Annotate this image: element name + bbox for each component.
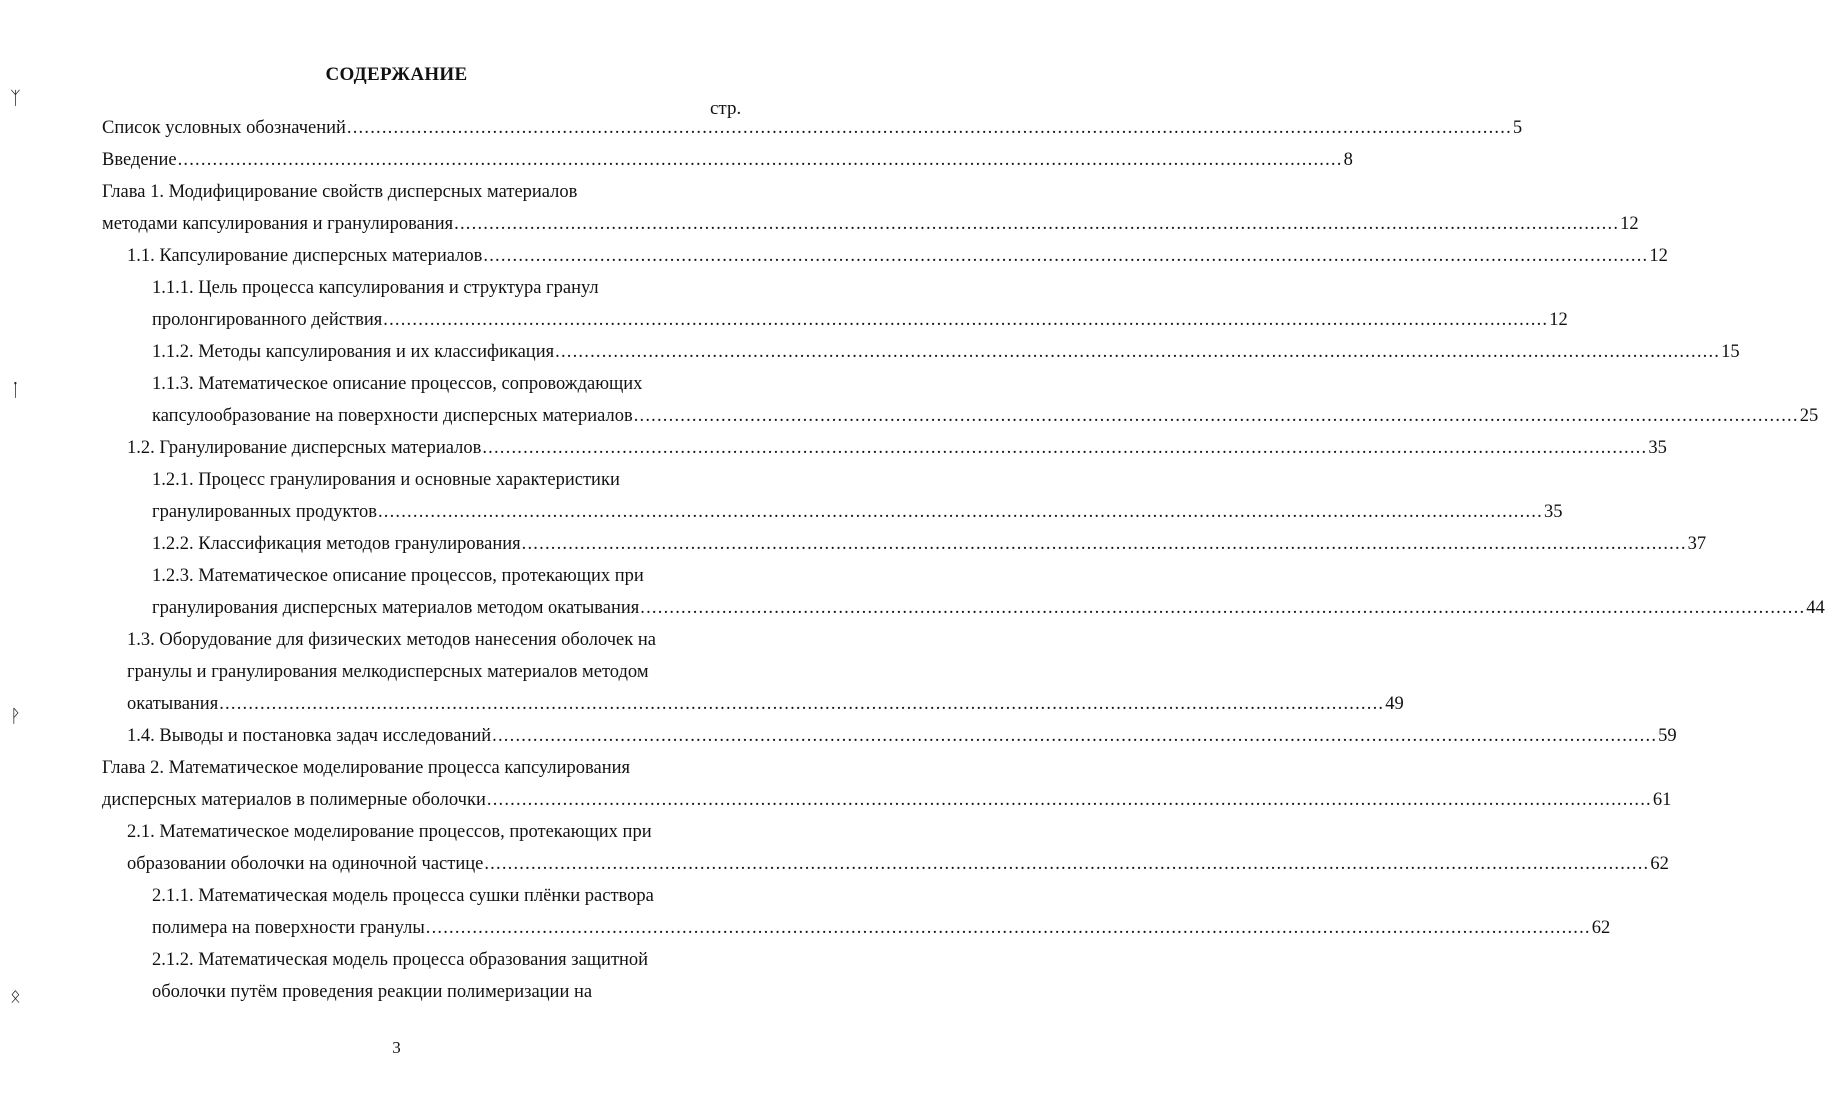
toc-dot-leader: ........................................................................................................................................................................................................ bbox=[521, 534, 1687, 554]
toc-entry-page: 25 bbox=[1799, 406, 1819, 426]
toc-entry bbox=[152, 340, 1740, 364]
toc-entry-text: 2.1.2. Математическая модель процесса образования защитной bbox=[152, 950, 649, 970]
toc-dot-leader: ........................................................................................................................................................................................................ bbox=[454, 214, 1620, 234]
toc-entry-page: 15 bbox=[1721, 342, 1740, 362]
toc-entry bbox=[152, 596, 1825, 620]
toc-dot-leader: ........................................................................................................................................................................................................ bbox=[346, 118, 1512, 138]
toc-entry-text: гранулированных продуктов bbox=[152, 502, 377, 522]
toc-entry-text: 2.1.1. Математическая модель процесса сушки плёнки раствора bbox=[152, 886, 654, 906]
toc-dot-leader: ........................................................................................................................................................................................................ bbox=[492, 726, 1658, 746]
toc-entry bbox=[102, 116, 1523, 140]
toc-entry-page: 61 bbox=[1652, 790, 1672, 810]
toc-dot-leader: ........................................................................................................................................................................................................ bbox=[377, 502, 1543, 522]
page-column-label: стр. bbox=[710, 98, 742, 119]
toc-entry-text: Глава 2. Математическое моделирование процесса капсулирования bbox=[102, 758, 630, 778]
toc-entry-text: 1.1. Капсулирование дисперсных материалов bbox=[127, 246, 483, 266]
margin-mark-icon: ᚹ bbox=[10, 706, 21, 727]
toc-entry bbox=[152, 916, 1611, 940]
toc-entry bbox=[127, 820, 652, 844]
toc-entry-text: Список условных обозначений bbox=[102, 118, 346, 138]
toc-entry-page: 59 bbox=[1658, 726, 1677, 746]
toc-entry bbox=[102, 148, 1353, 172]
toc-entry-text: 1.1.3. Математическое описание процессов, сопровождающих bbox=[152, 374, 643, 394]
toc-entry bbox=[152, 532, 1707, 556]
toc-entry-page: 35 bbox=[1543, 502, 1563, 522]
toc-entry bbox=[102, 756, 630, 780]
toc-entry-page: 37 bbox=[1687, 534, 1707, 554]
toc-entry-text: 1.2.2. Классификация методов гранулирования bbox=[152, 534, 521, 554]
toc-entry bbox=[152, 276, 599, 300]
toc-dot-leader: ........................................................................................................................................................................................................ bbox=[486, 790, 1652, 810]
toc-entry bbox=[127, 244, 1668, 268]
toc-entry-text: 1.3. Оборудование для физических методов нанесения оболочек на bbox=[127, 630, 656, 650]
toc-entry-page: 62 bbox=[1591, 918, 1611, 938]
toc-dot-leader: ........................................................................................................................................................................................................ bbox=[219, 694, 1385, 714]
toc-entry-text: 1.1.2. Методы капсулирования и их классификация bbox=[152, 342, 555, 362]
margin-mark-icon: ᛟ bbox=[10, 986, 21, 1007]
toc-entry-text: полимера на поверхности гранулы bbox=[152, 918, 425, 938]
toc-entry bbox=[102, 212, 1639, 236]
toc-entry bbox=[152, 564, 644, 588]
toc-entry-text: гранулирования дисперсных материалов методом окатывания bbox=[152, 598, 640, 618]
toc-dot-leader: ........................................................................................................................................................................................................ bbox=[425, 918, 1591, 938]
toc-entry-page: 12 bbox=[1549, 310, 1568, 330]
toc-entry-text: окатывания bbox=[127, 694, 219, 714]
toc-entry-page: 12 bbox=[1649, 246, 1668, 266]
toc-entry-text: Введение bbox=[102, 150, 177, 170]
toc-dot-leader: ........................................................................................................................................................................................................ bbox=[633, 406, 1799, 426]
toc-entry-text: образовании оболочки на одиночной частице bbox=[127, 854, 484, 874]
toc-entry-page: 35 bbox=[1648, 438, 1667, 458]
toc-entry-text: дисперсных материалов в полимерные оболочки bbox=[102, 790, 486, 810]
toc-entry-text: 2.1. Математическое моделирование процессов, протекающих при bbox=[127, 822, 652, 842]
toc-entry bbox=[102, 788, 1672, 812]
toc-entry-text: 1.2.1. Процесс гранулирования и основные характеристики bbox=[152, 470, 620, 490]
toc-entry bbox=[152, 500, 1563, 524]
toc-entry bbox=[127, 692, 1404, 716]
toc-entry bbox=[127, 628, 656, 652]
toc-dot-leader: ........................................................................................................................................................................................................ bbox=[484, 854, 1650, 874]
toc-entry-text: методами капсулирования и гранулирования bbox=[102, 214, 454, 234]
toc-entry bbox=[127, 852, 1669, 876]
margin-mark-icon: ᛉ bbox=[10, 88, 21, 109]
toc-entry bbox=[152, 980, 592, 1004]
toc-entry-text: 1.4. Выводы и постановка задач исследований bbox=[127, 726, 492, 746]
toc-entry-page: 44 bbox=[1806, 598, 1825, 618]
toc-dot-leader: ........................................................................................................................................................................................................ bbox=[555, 342, 1721, 362]
toc-entry bbox=[127, 436, 1667, 460]
toc-entry-text: 1.1.1. Цель процесса капсулирования и структура гранул bbox=[152, 278, 599, 298]
page-number: 3 bbox=[392, 1038, 401, 1057]
toc-entry-page: 8 bbox=[1343, 150, 1353, 170]
toc-entry-text: 1.2.3. Математическое описание процессов, протекающих при bbox=[152, 566, 644, 586]
toc-entry bbox=[127, 660, 649, 684]
toc-entry bbox=[152, 948, 648, 972]
toc-entry bbox=[127, 724, 1677, 748]
toc-dot-leader: ........................................................................................................................................................................................................ bbox=[640, 598, 1806, 618]
toc-dot-leader: ........................................................................................................................................................................................................ bbox=[383, 310, 1549, 330]
toc-entry-page: 5 bbox=[1512, 118, 1523, 138]
toc-entry bbox=[152, 468, 620, 492]
toc-entry-text: пролонгированного действия bbox=[152, 310, 383, 330]
toc-entry-page: 49 bbox=[1385, 694, 1404, 714]
margin-mark-icon: ᛙ bbox=[10, 380, 21, 401]
toc-entry bbox=[152, 884, 654, 908]
toc-entry bbox=[152, 404, 1819, 428]
toc-entry-text: капсулообразование на поверхности дисперсных материалов bbox=[152, 406, 633, 426]
toc-dot-leader: ........................................................................................................................................................................................................ bbox=[483, 246, 1649, 266]
toc-entry bbox=[102, 180, 577, 204]
toc-entry bbox=[152, 372, 642, 396]
toc-entry-text: гранулы и гранулирования мелкодисперсных материалов методом bbox=[127, 662, 649, 682]
toc-entry-page: 62 bbox=[1650, 854, 1669, 874]
page-title: СОДЕРЖАНИЕ bbox=[325, 64, 468, 85]
toc-entry-text: оболочки путём проведения реакции полимеризации на bbox=[152, 982, 593, 1002]
toc-dot-leader: ........................................................................................................................................................................................................ bbox=[482, 438, 1648, 458]
toc-entry-page: 12 bbox=[1620, 214, 1639, 234]
toc-entry bbox=[152, 308, 1568, 332]
toc-entry-text: 1.2. Гранулирование дисперсных материалов bbox=[127, 438, 482, 458]
toc-dot-leader: ........................................................................................................................................................................................................ bbox=[177, 150, 1343, 170]
toc-entry-text: Глава 1. Модифицирование свойств дисперсных материалов bbox=[102, 182, 578, 202]
